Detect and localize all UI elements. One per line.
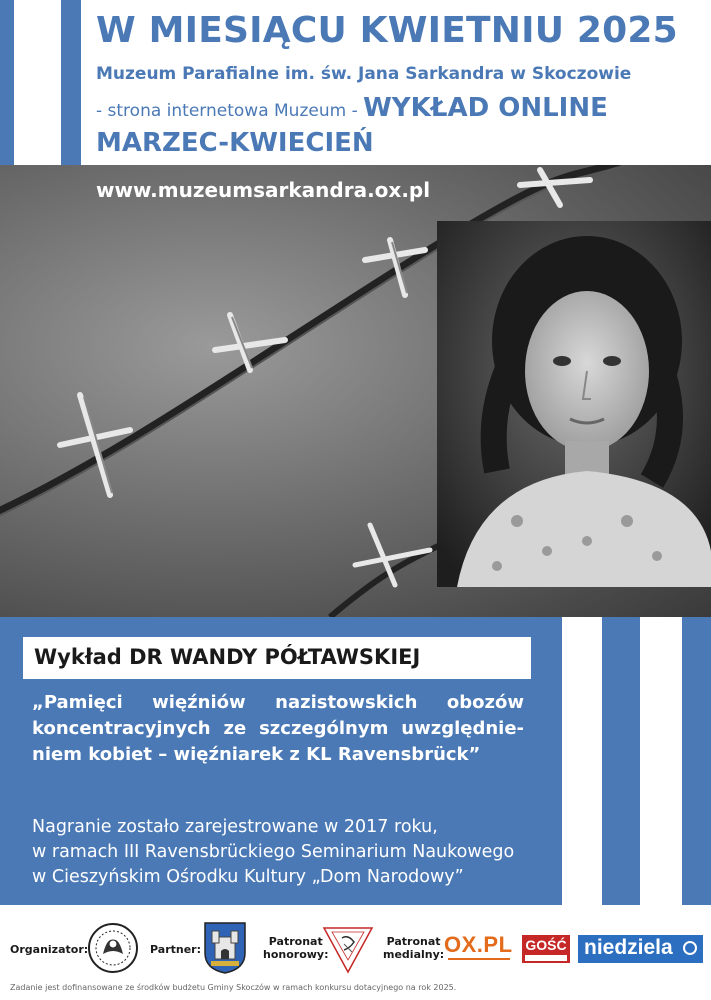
lecture-title: „Pamięci więźniów nazistowskich obozów koncentracyjnych ze szczególnym uwzględnie-niem kobiet – więźniarek z KL Ravensbrück”: [32, 692, 524, 765]
speaker-name: Wykład DR WANDY PÓŁTAWSKIEJ: [34, 645, 421, 669]
media-patron-label: Patronat medialny:: [383, 935, 445, 961]
recording-line-1: Nagranie zostało zarejestrowane w 2017 roku,: [32, 817, 438, 837]
skoczow-coat-of-arms: [203, 921, 247, 975]
museum-name: Muzeum Parafialne im. św. Jana Sarkandra w Skoczowie: [96, 64, 632, 84]
honorary-patron-logo: [322, 924, 374, 974]
stripe-right-1: [562, 617, 602, 905]
months-label: MARZEC-KWIECIEŃ: [96, 128, 374, 158]
stripe-right-4: [682, 617, 711, 905]
portrait-photo: [437, 221, 711, 587]
partner-label: Partner:: [150, 943, 201, 956]
organizer-label: Organizator:: [10, 943, 89, 956]
honorary-patron-label: Patronat honorowy:: [263, 935, 329, 961]
funding-disclaimer: Zadanie jest dofinansowane ze środków budżetu Gminy Skoczów w ramach konkursu dotacyjnego na rok 2025.: [10, 983, 457, 992]
portrait-graphic: [437, 221, 711, 587]
niedziela-logo: niedziela: [578, 935, 703, 963]
website-url[interactable]: www.muzeumsarkandra.ox.pl: [96, 178, 431, 202]
organizer-logo: [87, 922, 139, 974]
page-title: W MIESIĄCU KWIETNIU 2025: [96, 10, 678, 51]
stripe-right-3: [640, 617, 682, 905]
recording-info: [32, 815, 552, 890]
oxpl-logo: OX.PL: [444, 932, 514, 962]
niedziela-emblem-icon: [683, 941, 697, 955]
recording-line-2: w ramach III Ravensbrückiego Seminarium Naukowego: [32, 842, 515, 862]
recording-line-3: w Cieszyńskim Ośrodku Kultury „Dom Narodowy”: [32, 867, 464, 887]
stripe-right-2: [602, 617, 640, 905]
website-label: - strona internetowa Muzeum -: [96, 101, 358, 121]
header-subline: [96, 93, 706, 126]
gosc-niedzielny-logo: GOŚĆ: [522, 935, 570, 963]
lecture-online-label: WYKŁAD ONLINE: [363, 93, 608, 123]
